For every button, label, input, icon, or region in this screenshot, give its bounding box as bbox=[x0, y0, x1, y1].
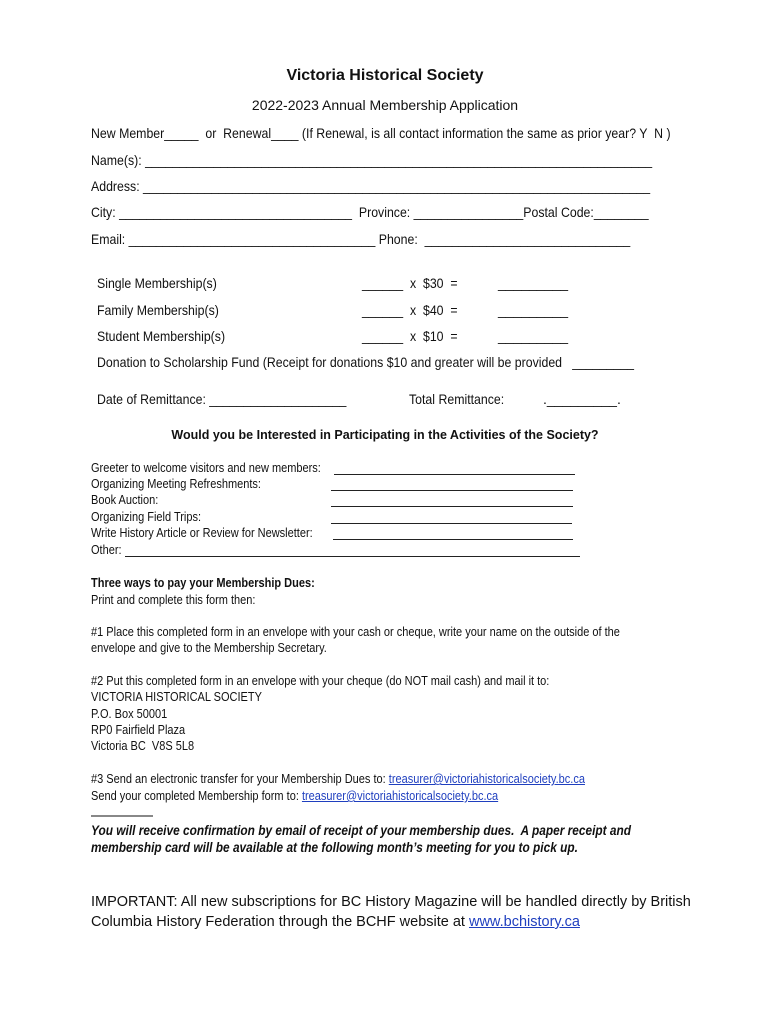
payment-heading: Three ways to pay your Membership Dues: bbox=[91, 576, 315, 590]
section-divider bbox=[91, 815, 153, 817]
fee-label-student: Student Membership(s) bbox=[97, 328, 226, 344]
activity-refreshments-field[interactable] bbox=[331, 490, 573, 491]
important-text: IMPORTANT: All new subscriptions for BC History Magazine will be handled directly by British Columbia History Federation through the BCHF website at bbox=[91, 894, 691, 930]
payment-option3-line bbox=[91, 772, 585, 786]
send-form-email-link[interactable]: treasurer@victoriahistoricalsociety.bc.ca bbox=[301, 789, 499, 803]
mail-address-line3: RP0 Fairfield Plaza bbox=[91, 723, 186, 737]
activity-auction-field[interactable] bbox=[331, 506, 573, 507]
activity-article-label: Write History Article or Review for Newsletter: bbox=[91, 526, 313, 540]
names-field[interactable]: Name(s): __________________________________________________________________________ bbox=[91, 152, 653, 168]
payment-option3-text: #3 Send an electronic transfer for your Membership Dues to: bbox=[91, 772, 389, 786]
remittance-date-field[interactable]: Date of Remittance: ____________________ bbox=[97, 391, 347, 407]
fee-total-student[interactable]: _________ bbox=[498, 328, 569, 344]
mail-address-line4: Victoria BC V8S 5L8 bbox=[91, 739, 195, 753]
donation-line[interactable]: Donation to Scholarship Fund (Receipt for donations $10 and greater will be provided _________ bbox=[97, 354, 634, 370]
total-remittance-label: Total Remittance: bbox=[409, 391, 505, 407]
confirmation-line2: membership card will be available at the following month’s meeting for you to pick up. bbox=[91, 840, 578, 855]
activity-fieldtrips-label: Organizing Field Trips: bbox=[91, 510, 202, 524]
city-province-postal-field[interactable]: City: __________________________________ Province: ________________Postal Code:________ bbox=[91, 204, 649, 220]
form-title: Victoria Historical Society bbox=[286, 67, 484, 84]
fee-total-single[interactable]: _________ bbox=[498, 275, 569, 291]
fee-label-family: Family Membership(s) bbox=[97, 302, 219, 318]
total-remittance-field[interactable]: ._________. bbox=[543, 391, 621, 407]
mail-address-line2: P.O. Box 50001 bbox=[91, 707, 168, 721]
mail-address-line1: VICTORIA HISTORICAL SOCIETY bbox=[91, 690, 262, 704]
email-phone-field[interactable]: Email: ____________________________________ Phone: ______________________________ bbox=[91, 231, 631, 247]
member-type-line[interactable]: New Member_____ or Renewal____ (If Renewal, is all contact information the same as prior year? Y N ) bbox=[91, 125, 671, 141]
payment-option1-line2: envelope and give to the Membership Secretary. bbox=[91, 641, 327, 655]
send-form-line bbox=[91, 789, 498, 803]
treasurer-email-link[interactable]: treasurer@victoriahistoricalsociety.bc.ca bbox=[388, 772, 585, 786]
address-field[interactable]: Address: __________________________________________________________________________ bbox=[91, 178, 651, 194]
activities-question: Would you be Interested in Participating in the Activities of the Society? bbox=[171, 428, 599, 442]
activity-article-field[interactable] bbox=[333, 539, 573, 540]
activity-other-label: Other: bbox=[91, 543, 122, 557]
payment-option2-line1: #2 Put this completed form in an envelope with your cheque (do NOT mail cash) and mail it to: bbox=[91, 674, 550, 688]
fee-count-single[interactable]: ______ x $30 = bbox=[362, 275, 458, 291]
bchistory-link[interactable]: www.bchistory.ca bbox=[468, 914, 580, 930]
important-notice bbox=[91, 892, 711, 932]
fee-count-family[interactable]: ______ x $40 = bbox=[362, 302, 458, 318]
activity-fieldtrips-field[interactable] bbox=[331, 523, 572, 524]
activity-greeter-label: Greeter to welcome visitors and new members: bbox=[91, 461, 321, 475]
confirmation-line1: You will receive confirmation by email of receipt of your membership dues. A paper receipt and bbox=[91, 823, 632, 838]
activity-greeter-field[interactable] bbox=[334, 474, 575, 475]
fee-label-single: Single Membership(s) bbox=[97, 275, 217, 291]
activity-refreshments-label: Organizing Meeting Refreshments: bbox=[91, 477, 261, 491]
fee-total-family[interactable]: _________ bbox=[498, 302, 569, 318]
activity-other-field[interactable] bbox=[125, 556, 580, 557]
payment-option1-line1: #1 Place this completed form in an envelope with your cash or cheque, write your name on the outside of the bbox=[91, 625, 620, 639]
payment-intro: Print and complete this form then: bbox=[91, 593, 256, 607]
fee-count-student[interactable]: ______ x $10 = bbox=[362, 328, 458, 344]
form-subtitle: 2022-2023 Annual Membership Application bbox=[251, 97, 519, 113]
send-form-text: Send your completed Membership form to: bbox=[91, 789, 302, 803]
activity-auction-label: Book Auction: bbox=[91, 493, 159, 507]
